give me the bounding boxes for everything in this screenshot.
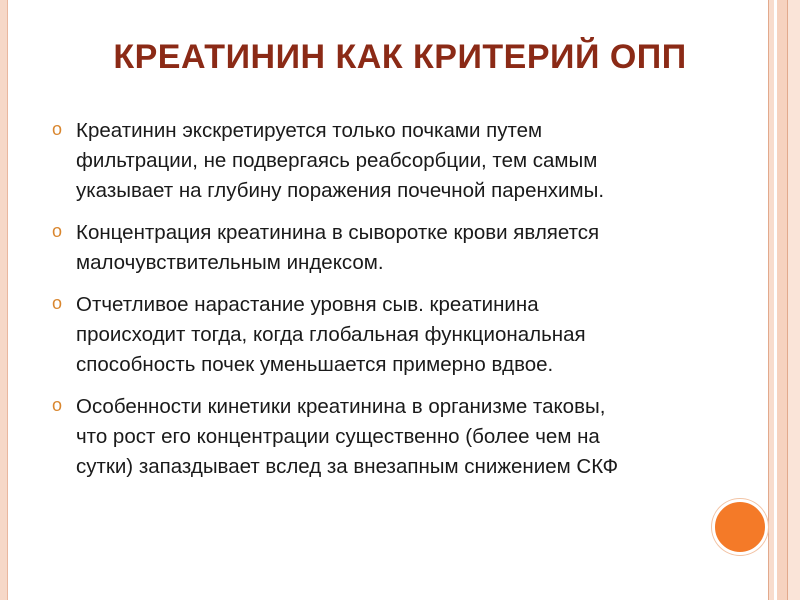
bullet-item [52, 290, 742, 380]
bullet-circle-icon: o [52, 221, 63, 241]
bullet-text: Креатинин экскретируется только почками путем фильтрации, не подвергаясь реабсорбции, тем самым указывает на глубину поражения почечной паренхимы. [76, 119, 605, 202]
left-decorative-border [0, 0, 8, 600]
bullet-item [52, 116, 742, 206]
right-decorative-stripes [764, 0, 800, 600]
bullet-text: Концентрация креатинина в сыворотке крови является малочувствительным индексом. [76, 221, 600, 274]
bullet-circle-icon: o [52, 395, 63, 415]
bullet-circle-icon: o [52, 119, 63, 139]
bullet-item [52, 392, 742, 482]
bullet-text: Отчетливое нарастание уровня сыв. креатинина происходит тогда, когда глобальная функциональная способность почек уменьшается примерно вдвое. [76, 293, 586, 376]
bullet-list [52, 116, 742, 494]
orange-circle-decoration [712, 499, 768, 555]
bullet-circle-icon: o [52, 293, 63, 313]
slide-title: КРЕАТИНИН КАК КРИТЕРИЙ ОПП [113, 38, 687, 76]
bullet-text: Особенности кинетики креатинина в организме таковы, что рост его концентрации существенно (более чем на сутки) запаздывает вслед за внезапным снижением СКФ [76, 395, 619, 478]
bullet-item [52, 218, 742, 278]
